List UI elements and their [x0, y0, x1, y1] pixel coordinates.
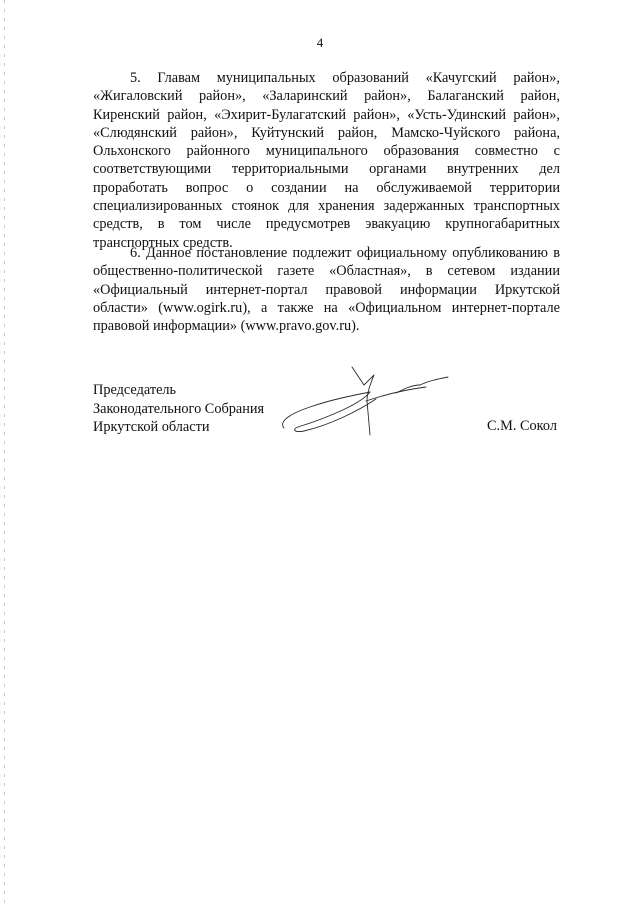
signatory-title-line-3: Иркутской области — [93, 419, 210, 435]
signatory-title-line-2: Законодательного Собрания — [93, 400, 265, 417]
handwritten-signature — [270, 355, 470, 450]
signatory-title-line-1: Председатель — [93, 382, 177, 398]
paragraph-5: 5. Главам муниципальных образований «Качугский район», «Жигаловский район», «Заларинский район», Балаганский район, Киренский район, «Эхирит-Булагатский район», «Усть-Удинский район», «Слюдянский район», Куйтунский район, Мамско-Чуйского района, Ольхонского районного муниципального образования совместно с соответствующими территориальными органами внутренних дел проработать вопрос о создании на обслуживаемой территории специализированных стоянок для хранения задержанных транспортных средств, в том числе предусмотрев эвакуацию крупногабаритных транспортных средств. — [93, 70, 560, 251]
paragraph-6: 6. Данное постановление подлежит официальному опубликованию в общественно-политической газете «Областная», в сетевом издании «Официальный интернет-портал правовой информации Иркутской области» (www.ogirk.ru), а также на «Официальном интернет-портале правовой информации» (www.pravo.gov.ru). — [93, 245, 560, 335]
page-number: 4 — [316, 35, 324, 50]
scan-edge-artifact — [4, 0, 5, 905]
signatory-name: С.М. Сокол — [487, 418, 557, 434]
signatory-title — [93, 381, 264, 437]
